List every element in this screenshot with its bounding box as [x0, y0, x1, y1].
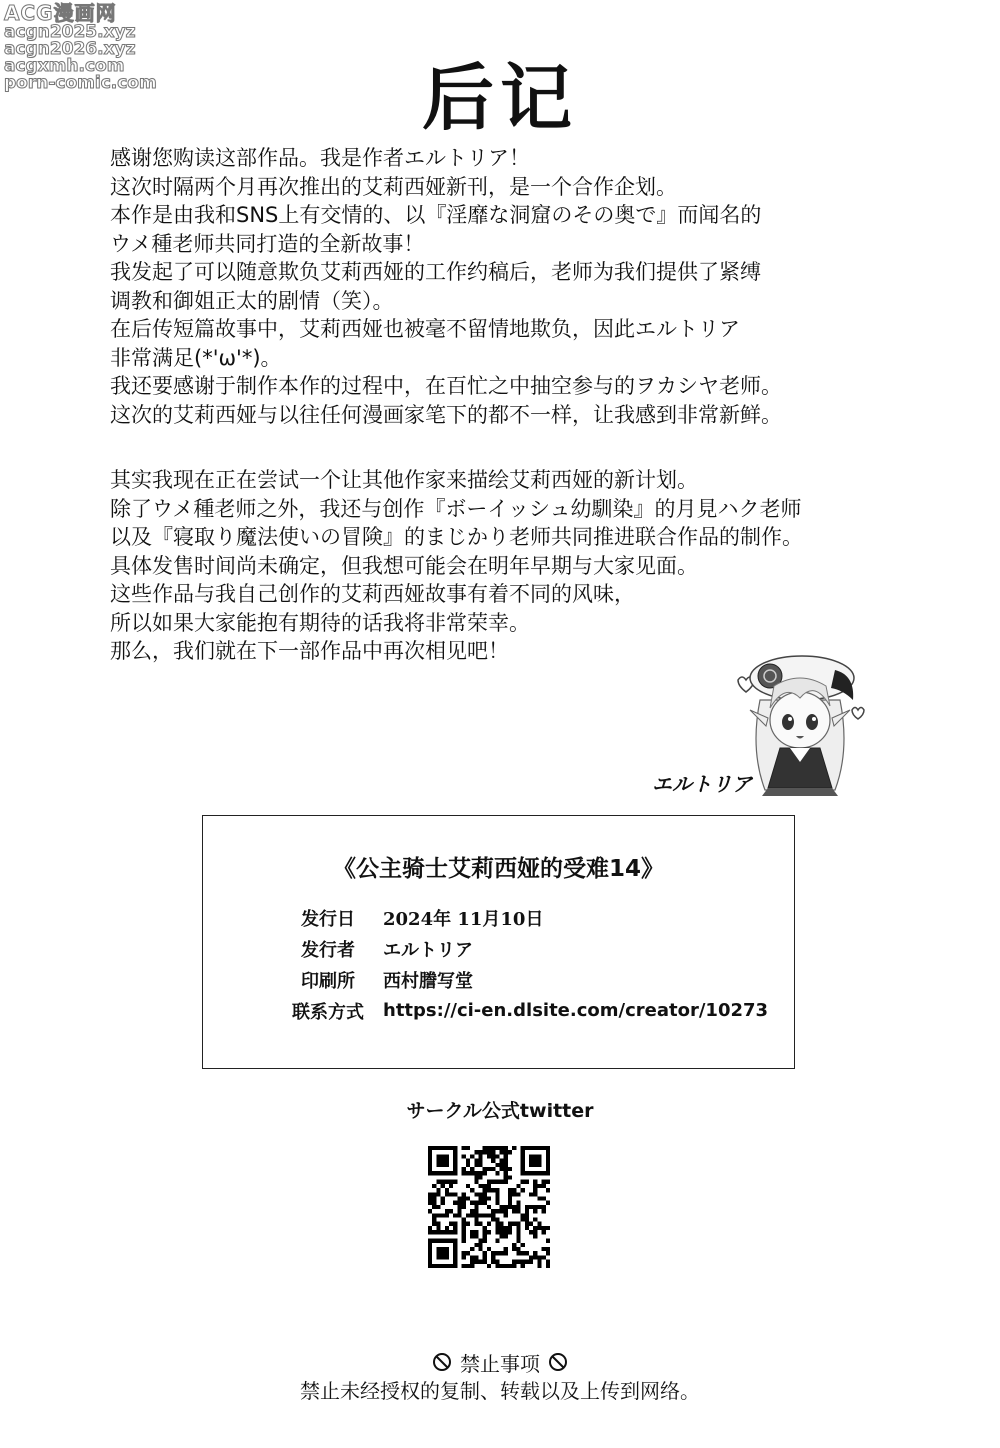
text-line: 非常满足(*'ω'*)。	[110, 345, 282, 370]
text-line: 这次时隔两个月再次推出的艾莉西娅新刊，是一个合作企划。	[110, 174, 677, 199]
text-line: 以及『寝取り魔法使いの冒険』的まじかり老师共同推进联合作品的制作。	[110, 525, 803, 549]
qr-code[interactable]	[428, 1146, 550, 1268]
colophon-row	[273, 995, 768, 1026]
colophon-label: 联系方式	[292, 1001, 364, 1023]
notice-body: 禁止未经授权的复制、转载以及上传到网络。	[300, 1379, 700, 1403]
text-line: 我还要感谢于制作本作的过程中，在百忙之中抽空参与的ヲカシヤ老师。	[110, 374, 782, 398]
notice-heading: 禁止事项	[460, 1351, 540, 1376]
colophon-row	[273, 964, 768, 995]
afterword-paragraph-2	[110, 466, 910, 666]
notice-heading-row	[0, 1348, 1000, 1376]
page-title: 后记	[421, 56, 578, 140]
text-line: ウメ種老师共同打造的全新故事！	[110, 231, 425, 256]
colophon-row	[273, 902, 768, 933]
text-line: 其实我现在正在尝试一个让其他作家来描绘艾莉西娅的新计划。	[110, 468, 698, 492]
colophon-label: 印刷所	[301, 970, 355, 992]
text-line: 那么，我们就在下一部作品中再次相见吧！	[110, 639, 509, 663]
colophon-table	[273, 902, 768, 1026]
watermark-line: acgxmh.com	[4, 56, 125, 76]
colophon-value: 西村謄写堂	[383, 970, 473, 992]
watermark-line: acgn2025.xyz	[4, 22, 136, 42]
afterword-paragraph-1	[110, 144, 910, 429]
colophon-value: 2024年 11月10日	[383, 908, 544, 930]
text-line: 我发起了可以随意欺负艾莉西娅的工作约稿后，老师为我们提供了紧缚	[110, 260, 761, 284]
contact-url[interactable]: https://ci-en.dlsite.com/creator/10273	[383, 1000, 769, 1021]
watermark-line: acgn2026.xyz	[4, 39, 136, 59]
prohibited-icon	[432, 1352, 452, 1372]
text-line: 这次的艾莉西娅与以往任何漫画家笔下的都不一样，让我感到非常新鲜。	[110, 402, 782, 427]
prohibited-icon	[548, 1352, 568, 1372]
text-line: 除了ウメ種老师之外，我还与创作『ボーイッシュ幼馴染』的月見ハク老师	[110, 496, 802, 521]
colophon-title: 《公主骑士艾莉西娅的受难14》	[332, 856, 664, 882]
colophon-box	[202, 815, 795, 1069]
author-signature: エルトリア	[652, 772, 752, 796]
text-line: 所以如果大家能抱有期待的话我将非常荣幸。	[110, 610, 530, 635]
text-line: 具体发售时间尚未确定，但我想可能会在明年早期与大家见面。	[110, 553, 698, 578]
text-line: 在后传短篇故事中，艾莉西娅也被毫不留情地欺负，因此エルトリア	[110, 317, 740, 341]
text-line: 感谢您购读这部作品。我是作者エルトリア！	[110, 146, 530, 170]
colophon-label: 发行者	[301, 939, 355, 961]
prohibition-notice	[0, 1348, 1000, 1406]
watermark-line: porn-comic.com	[4, 73, 157, 93]
text-line: 这些作品与我自己创作的艾莉西娅故事有着不同的风味，	[110, 582, 635, 606]
colophon-value: エルトリア	[383, 939, 473, 961]
text-line: 本作是由我和SNS上有交情的、以『淫靡な洞窟のその奥で』而闻名的	[110, 203, 762, 227]
text-line: 调教和御姐正太的剧情（笑）。	[110, 288, 394, 313]
colophon-label: 发行日	[301, 908, 355, 930]
circle-twitter-label: サークル公式twitter	[406, 1100, 594, 1122]
watermark-title: ACG漫画网	[4, 1, 117, 25]
colophon-row	[273, 933, 768, 964]
